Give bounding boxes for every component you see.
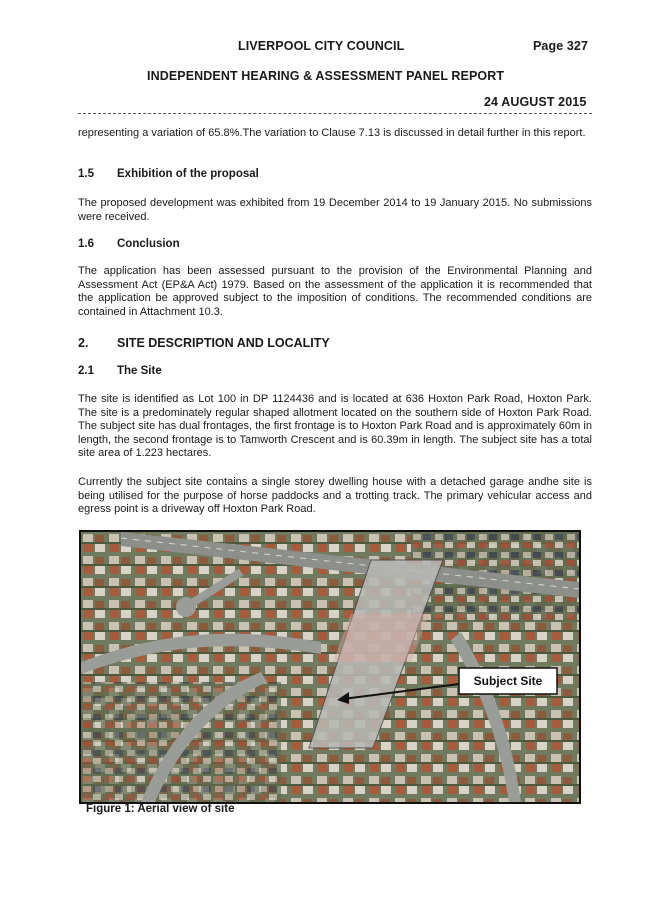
section-body: The site is identified as Lot 100 in DP 1124436 and is located at 636 Hoxton Park Road, Hoxton Park. The site is a predominately regular shaped allotment located on the southern side of Hoxton Park Road. The subject site has dual frontages, the first frontage is to Hoxton Park Road and is approximately 60m in length, the second frontage is to Tamworth Crescent and is 60.39m in length. The subject site has a total site area of 1.223 hectares.: [78, 393, 592, 460]
section-body: Currently the subject site contains a single storey dwelling house with a detached garage andhe site is being utilised for the purpose of horse paddocks and a trotting track. The primary vehicular access and egress point is a driveway off Hoxton Park Road.: [78, 476, 592, 516]
report-title: INDEPENDENT HEARING & ASSESSMENT PANEL REPORT: [147, 69, 505, 83]
section-title: The Site: [117, 365, 162, 377]
section-number: 1.5: [78, 168, 94, 180]
callout-label: Subject Site: [473, 674, 543, 688]
section-body: The application has been assessed pursuant to the provision of the Environmental Planning and Assessment Act (EP&A Act) 1979. Based on the assessment of the application it is recommended that the application be approved subject to the imposition of conditions. The recommended conditions are contained in Attachment 10.3.: [78, 265, 592, 318]
section-title: Exhibition of the proposal: [117, 168, 259, 180]
intro-paragraph: representing a variation of 65.8%.The variation to Clause 7.13 is discussed in detail further in this report.: [78, 127, 586, 139]
section-number: 2.1: [78, 365, 94, 377]
section-number: 2.: [78, 336, 89, 350]
header-divider: [78, 113, 592, 114]
section-title: Conclusion: [117, 238, 180, 250]
section-body: The proposed development was exhibited from 19 December 2014 to 19 January 2015. No submissions were received.: [78, 197, 592, 223]
section-number: 1.6: [78, 238, 94, 250]
aerial-photo: [79, 530, 581, 804]
aerial-map-illustration: [81, 532, 579, 802]
page-number: Page 327: [533, 39, 589, 53]
section-title: SITE DESCRIPTION AND LOCALITY: [117, 336, 330, 350]
figure-caption: Figure 1: Aerial view of site: [86, 803, 235, 815]
council-name: LIVERPOOL CITY COUNCIL: [238, 39, 405, 53]
report-date: 24 AUGUST 2015: [484, 95, 587, 109]
